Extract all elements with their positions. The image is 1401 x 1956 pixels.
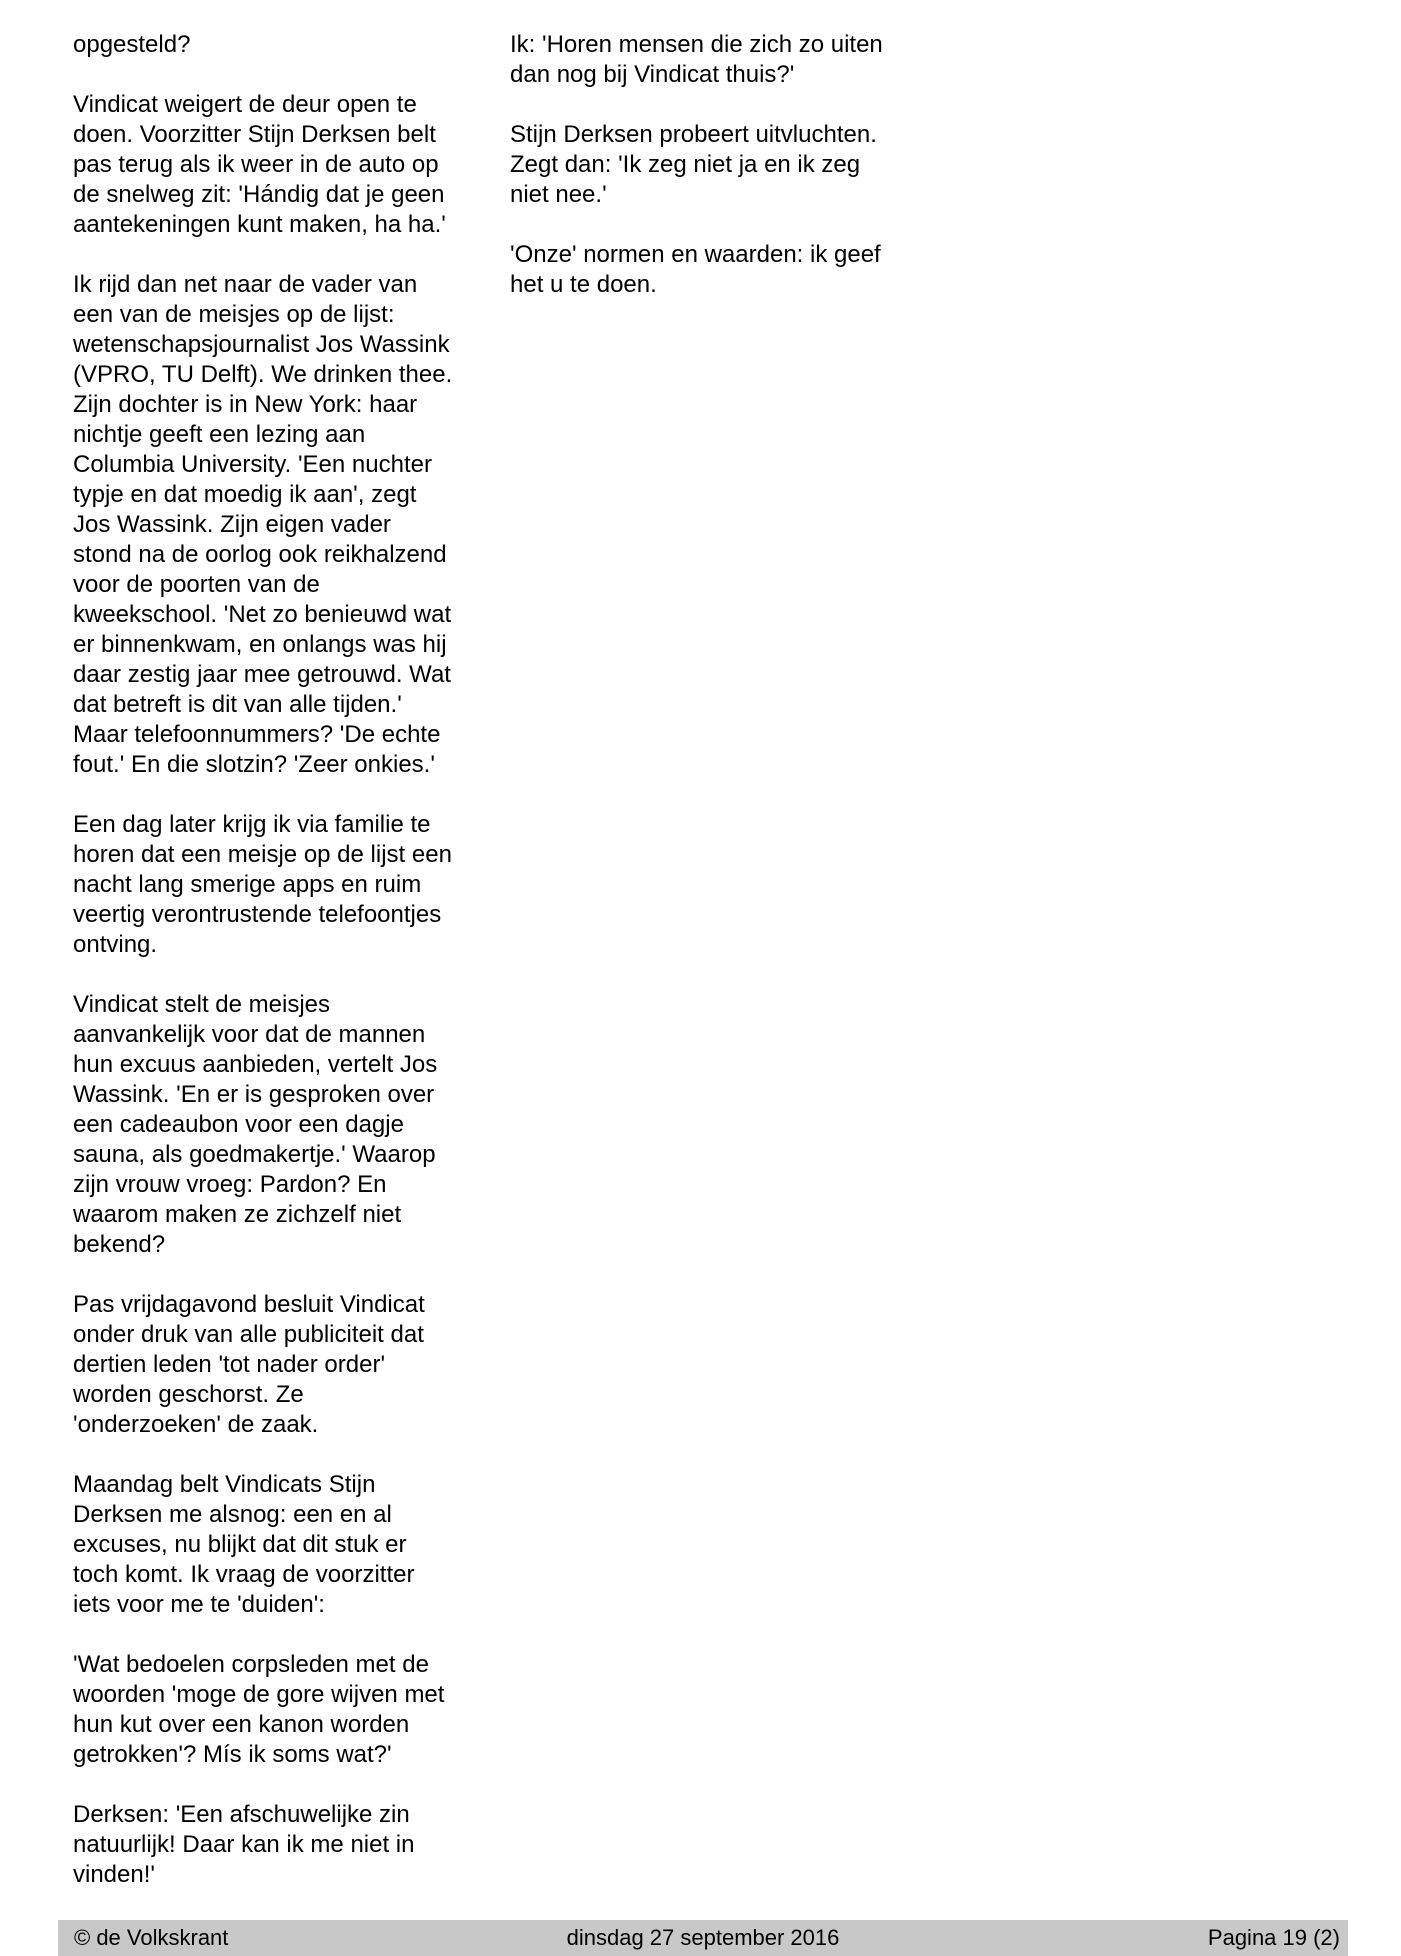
footer-date: dinsdag 27 september 2016 — [566, 1925, 840, 1950]
article-paragraph: Een dag later krijg ik via familie te horen dat een meisje op de lijst een nacht lang smerige apps en ruim veertig verontrustende telefoontjes ontving. — [73, 811, 452, 958]
footer-copyright: © de Volkskrant — [74, 1925, 229, 1950]
footer-page-number: Pagina 19 (2) — [1207, 1925, 1340, 1950]
article-paragraph: 'Wat bedoelen corpsleden met de woorden 'moge de gore wijven met hun kut over een kanon worden getrokken'? Mís ik soms wat?' — [73, 1651, 445, 1768]
article-paragraph: Pas vrijdagavond besluit Vindicat onder druk van alle publiciteit dat dertien leden 'tot nader order' worden geschorst. Ze 'onderzoeken' de zaak. — [73, 1291, 425, 1438]
article-paragraph: 'Onze' normen en waarden: ik geef het u te doen. — [510, 241, 881, 298]
article-paragraph: Ik: 'Horen mensen die zich zo uiten dan nog bij Vindicat thuis?' — [510, 31, 883, 88]
article-paragraph: Vindicat weigert de deur open te doen. Voorzitter Stijn Derksen belt pas terug als ik weer in de auto op de snelweg zit: 'Hándig dat je geen aantekeningen kunt maken, ha ha.' — [73, 91, 446, 238]
article-column-left — [73, 30, 483, 1920]
article-paragraph: opgesteld? — [73, 31, 191, 58]
article-paragraph: Maandag belt Vindicats Stijn Derksen me alsnog: een en al excuses, nu blijkt dat dit stuk er toch komt. Ik vraag de voorzitter iets voor me te 'duiden': — [73, 1471, 415, 1618]
article-paragraph: Vindicat stelt de meisjes aanvankelijk voor dat de mannen hun excuus aanbieden, vertelt Jos Wassink. 'En er is gesproken over een cadeaubon voor een dagje sauna, als goedmakertje.' Waarop zijn vrouw vroeg: Pardon? En waarom maken ze zichzelf niet bekend? — [73, 991, 438, 1258]
page-footer — [58, 1920, 1348, 1956]
article-paragraph: Stijn Derksen probeert uitvluchten. Zegt dan: 'Ik zeg niet ja en ik zeg niet nee.' — [510, 121, 877, 208]
article-paragraph: Ik rijd dan net naar de vader van een van de meisjes op de lijst: wetenschapsjournalist Jos Wassink (VPRO, TU Delft). We drinken thee. Zijn dochter is in New York: haar nichtje geeft een lezing aan Columbia University. 'Een nuchter typje en dat moedig ik aan', zegt Jos Wassink. Zijn eigen vader stond na de oorlog ook reikhalzend voor de poorten van de kweekschool. 'Net zo benieuwd wat er binnenkwam, en onlangs was hij daar zestig jaar mee getrouwd. Wat dat betreft is dit van alle tijden.' Maar telefoonnummers? 'De echte fout.' En die slotzin? 'Zeer onkies.' — [73, 271, 453, 778]
article-paragraph: Derksen: 'Een afschuwelijke zin natuurlijk! Daar kan ik me niet in vinden!' — [73, 1801, 415, 1888]
article-column-right — [510, 30, 920, 330]
